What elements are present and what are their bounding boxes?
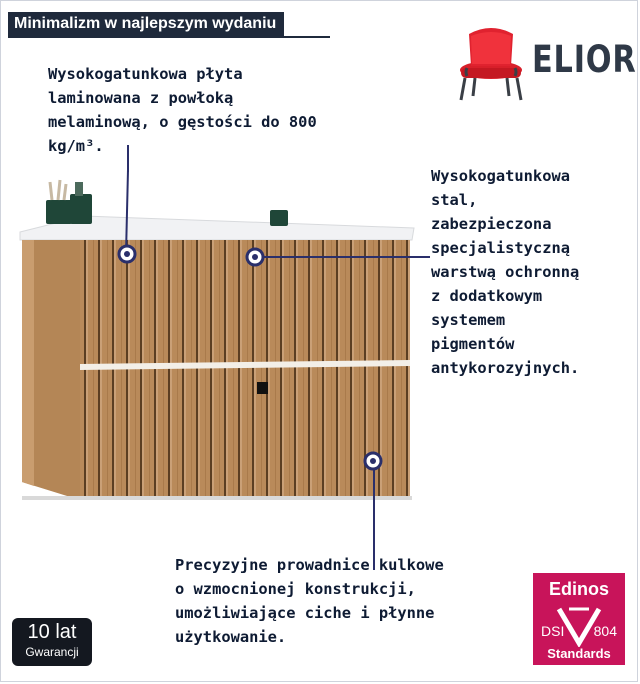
callout-laminate: Wysokogatunkowa płyta laminowana z powłoką melaminową, o gęstości do 800 kg/m³. — [48, 65, 317, 155]
warranty-number: 10 — [27, 621, 50, 643]
title-underline — [8, 36, 330, 38]
callout-steel: Wysokogatunkowa stal, zabezpieczona specjalistyczną warstwą ochronną z dodatkowym systemem pigmentów antykorozyjnych. — [431, 167, 580, 377]
warranty-label: Gwarancji — [25, 645, 79, 659]
edinos-right-code: 804 — [593, 623, 617, 639]
chair-icon — [455, 24, 527, 104]
cabinet-illustration — [14, 170, 424, 510]
warranty-years — [12, 618, 92, 644]
warranty-unit: lat — [55, 621, 77, 643]
callout-guides: Precyzyjne prowadnice kulkowe o wzmocnionej konstrukcji, umożliwiające ciche i płynne użytkowanie. — [175, 556, 444, 646]
edinos-left-code: DSI — [541, 623, 565, 639]
brand-logo-text: ELIOR — [532, 38, 637, 81]
page-title: Minimalizm w najlepszym wydaniu — [8, 12, 284, 36]
warranty-badge — [12, 618, 92, 666]
edinos-subtitle: Standards — [547, 646, 611, 661]
edinos-title: Edinos — [548, 579, 609, 599]
edinos-badge — [533, 573, 625, 665]
